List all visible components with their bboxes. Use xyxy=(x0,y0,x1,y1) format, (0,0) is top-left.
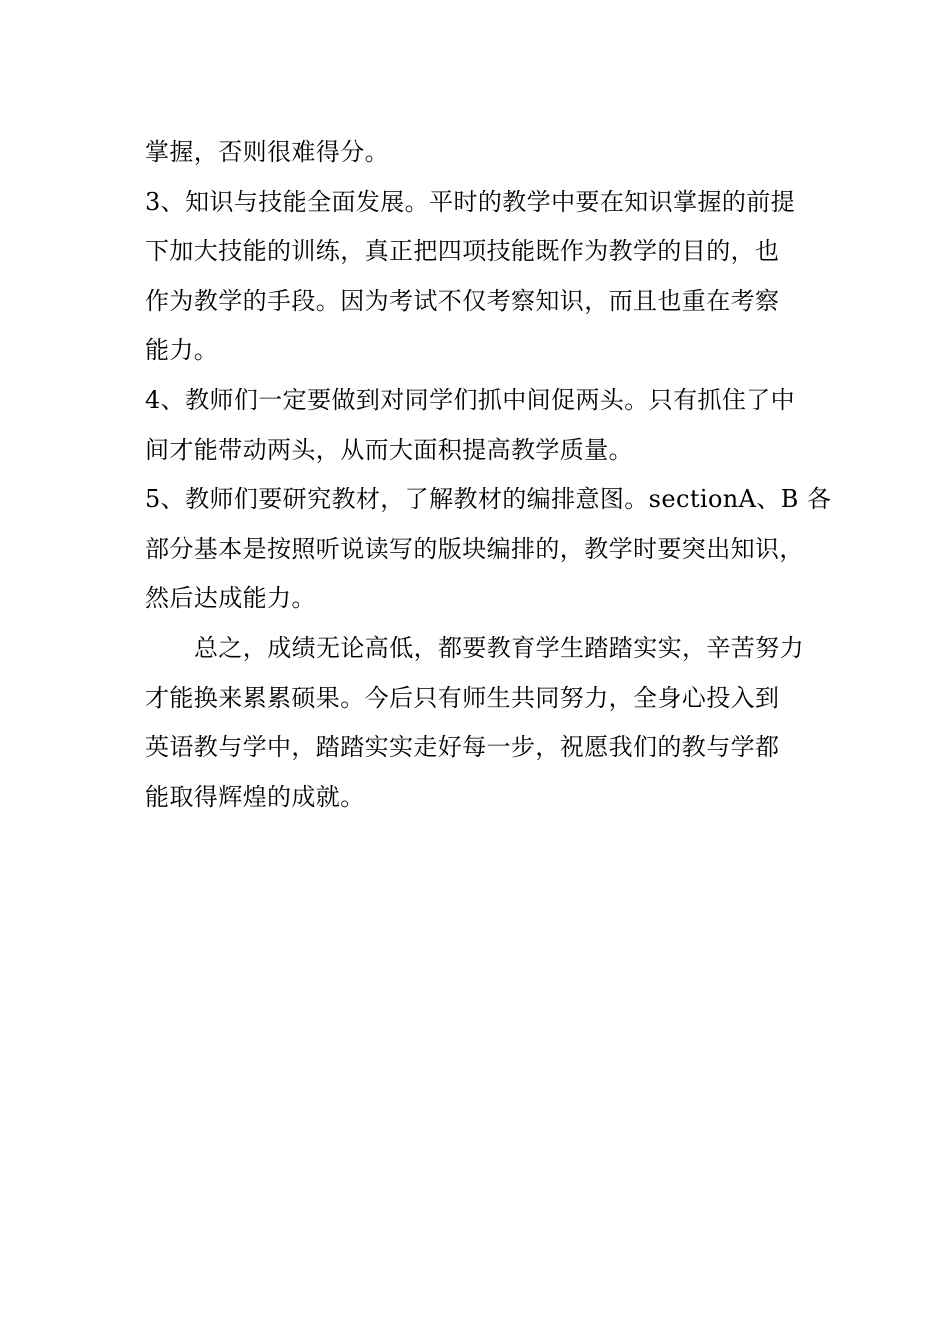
text-line: 总之，成绩无论高低，都要教育学生踏踏实实，辛苦努力 xyxy=(194,633,804,662)
text-line: 3、知识与技能全面发展。平时的教学中要在知识掌握的前提 xyxy=(145,187,796,216)
text-line: 下加大技能的训练，真正把四项技能既作为教学的目的，也 xyxy=(145,237,780,266)
text-line: 部分基本是按照听说读写的版块编排的，教学时要突出知识， xyxy=(145,534,804,563)
text-line: 能取得辉煌的成就。 xyxy=(145,782,365,811)
text-line: 4、教师们一定要做到对同学们抓中间促两头。只有抓住了中 xyxy=(145,385,796,414)
text-line: 能力。 xyxy=(145,336,219,365)
text-line: 间才能带动两头，从而大面积提高教学质量。 xyxy=(145,435,633,464)
text-line: 英语教与学中，踏踏实实走好每一步，祝愿我们的教与学都 xyxy=(145,733,780,762)
text-line: 才能换来累累硕果。今后只有师生共同努力，全身心投入到 xyxy=(145,683,780,712)
text-line: 作为教学的手段。因为考试不仅考察知识，而且也重在考察 xyxy=(145,286,780,315)
text-line: 然后达成能力。 xyxy=(145,584,316,613)
text-line: 掌握，否则很难得分。 xyxy=(145,138,389,166)
body-text xyxy=(145,128,832,822)
text-line: 5、教师们要研究教材，了解教材的编排意图。sectionA、B 各 xyxy=(145,485,832,514)
